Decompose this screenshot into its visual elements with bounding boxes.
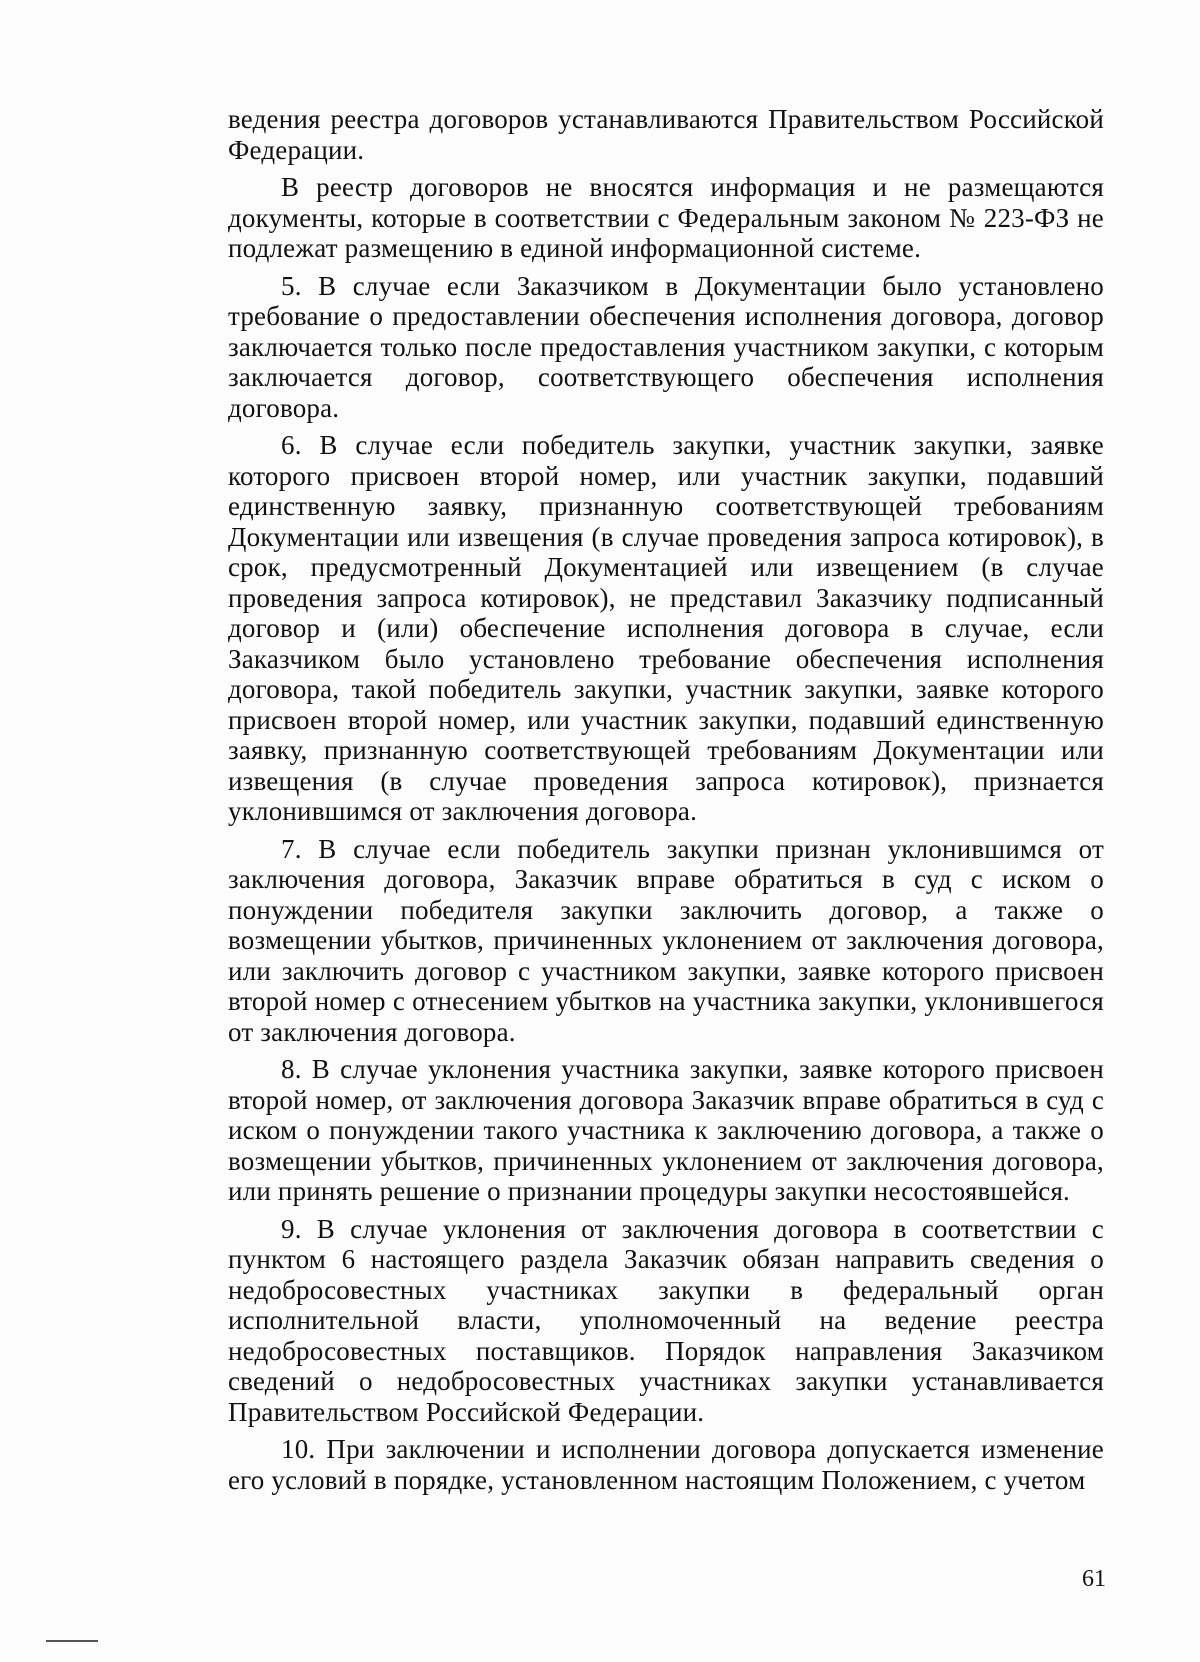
- paragraph-item-10: 10. При заключении и исполнении договора допускается изменение его условий в порядке, установленном настоящим Положением, с учетом: [228, 1434, 1104, 1495]
- paragraph-registry-exclusions: В реестр договоров не вносятся информация и не размещаются документы, которые в соответствии с Федеральным законом № 223-ФЗ не подлежат размещению в единой информационной системе.: [228, 172, 1104, 263]
- paragraph-continuation: ведения реестра договоров устанавливаются Правительством Российской Федерации.: [228, 104, 1104, 165]
- paragraph-item-6: 6. В случае если победитель закупки, участник закупки, заявке которого присвоен второй номер, или участник закупки, подавший единственную заявку, признанную соответствующей требованиям Документации или извещения (в случае проведения запроса котировок), в срок, предусмотренный Документацией или извещением (в случае проведения запроса котировок), не представил Заказчику подписанный договор и (или) обеспечение исполнения договора в случае, если Заказчиком было установлено требование обеспечения исполнения договора, такой победитель закупки, участник закупки, заявке которого присвоен второй номер, или участник закупки, подавший единственную заявку, признанную соответствующей требованиям Документации или извещения (в случае проведения запроса котировок), признается уклонившимся от заключения договора.: [228, 430, 1104, 826]
- scan-mark: [46, 1640, 98, 1642]
- paragraph-item-8: 8. В случае уклонения участника закупки, заявке которого присвоен второй номер, от заключения договора Заказчик вправе обратиться в суд с иском о понуждении такого участника к заключению договора, а также о возмещении убытков, причиненных уклонением от заключения договора, или принять решение о признании процедуры закупки несостоявшейся.: [228, 1054, 1104, 1206]
- paragraph-item-7: 7. В случае если победитель закупки признан уклонившимся от заключения договора, Заказчик вправе обратиться в суд с иском о понуждении победителя закупки заключить договор, а также о возмещении убытков, причиненных уклонением от заключения договора, или заключить договор с участником закупки, заявке которого присвоен второй номер с отнесением убытков на участника закупки, уклонившегося от заключения договора.: [228, 833, 1104, 1047]
- body-text: [228, 104, 1104, 1502]
- page-number: 61: [1082, 1566, 1106, 1592]
- paragraph-item-9: 9. В случае уклонения от заключения договора в соответствии с пунктом 6 настоящего раздела Заказчик обязан направить сведения о недобросовестных участниках закупки в федеральный орган исполнительной власти, уполномоченный на ведение реестра недобросовестных поставщиков. Порядок направления Заказчиком сведений о недобросовестных участниках закупки устанавливается Правительством Российской Федерации.: [228, 1213, 1104, 1427]
- paragraph-item-5: 5. В случае если Заказчиком в Документации было установлено требование о предоставлении обеспечения исполнения договора, договор заключается только после предоставления участником закупки, с которым заключается договор, соответствующего обеспечения исполнения договора.: [228, 270, 1104, 423]
